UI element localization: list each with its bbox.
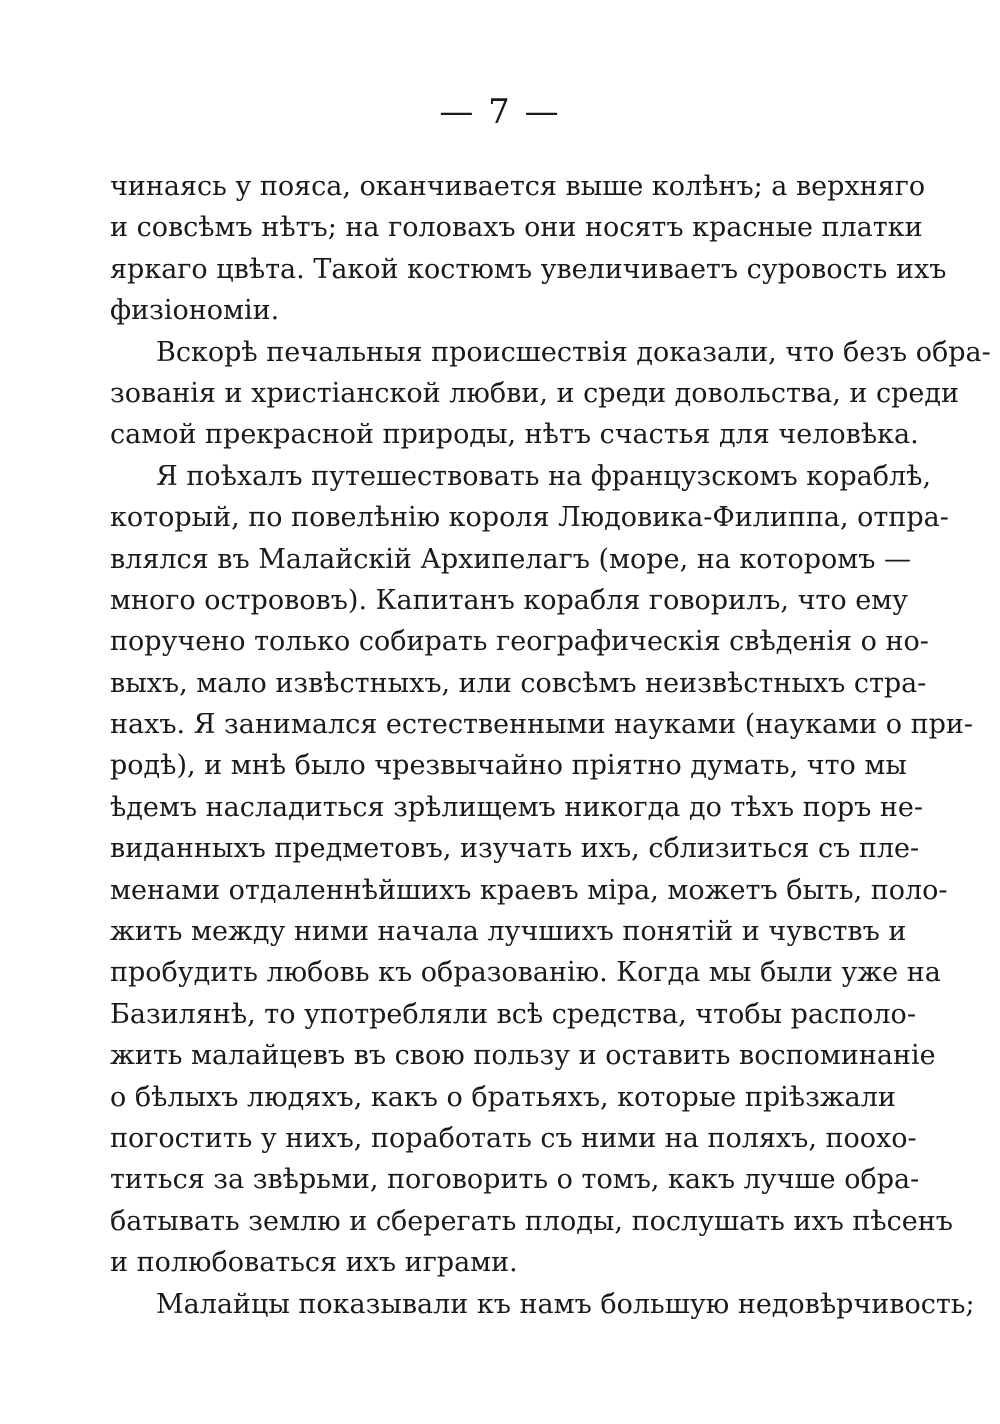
text-line: батывать землю и сберегать плоды, послушать ихъ пѣсенъ bbox=[110, 1205, 953, 1237]
text-line: и совсѣмъ нѣтъ; на головахъ они носятъ красные платки bbox=[110, 212, 923, 244]
text-line: титься за звѣрьми, поговорить о томъ, какъ лучше обра- bbox=[110, 1164, 920, 1196]
body-text bbox=[110, 166, 991, 1325]
text-line: много острововъ). Капитанъ корабля говорилъ, что ему bbox=[110, 584, 909, 616]
text-line: поручено только собирать географическія свѣденія о но- bbox=[110, 626, 929, 658]
text-line: пробудить любовь къ образованію. Когда мы были уже на bbox=[110, 957, 941, 989]
text-line: виданныхъ предметовъ, изучать ихъ, сблизиться съ пле- bbox=[110, 833, 920, 865]
text-line: Малайцы показывали къ намъ большую недовѣрчивость; bbox=[156, 1288, 975, 1320]
text-line: физіономіи. bbox=[110, 295, 280, 327]
text-line: выхъ, мало извѣстныхъ, или совсѣмъ неизвѣстныхъ стра- bbox=[110, 667, 927, 699]
page-number: — 7 — bbox=[439, 92, 561, 132]
text-line: родѣ), и мнѣ было чрезвычайно пріятно думать, что мы bbox=[110, 750, 907, 782]
text-line: и полюбоваться ихъ играми. bbox=[110, 1247, 518, 1279]
text-line: который, по повелѣнію короля Людовика-Филиппа, отпра- bbox=[110, 502, 949, 534]
text-line: менами отдаленнѣйшихъ краевъ міра, можетъ быть, поло- bbox=[110, 874, 948, 906]
text-line: яркаго цвѣта. Такой костюмъ увеличиваетъ суровость ихъ bbox=[110, 253, 947, 285]
text-line: Я поѣхалъ путешествовать на французскомъ кораблѣ, bbox=[156, 460, 932, 492]
text-line: зованія и христіанской любви, и среди довольства, и среди bbox=[110, 377, 959, 409]
text-line: Базилянѣ, то употребляли всѣ средства, чтобы располо- bbox=[110, 998, 916, 1030]
text-line: погостить у нихъ, поработать съ ними на поляхъ, пооxо- bbox=[110, 1122, 917, 1154]
text-line: самой прекрасной природы, нѣтъ счастья для человѣка. bbox=[110, 419, 919, 451]
text-line: нахъ. Я занимался естественными науками (науками о при- bbox=[110, 709, 973, 741]
text-line: жить между ними начала лучшихъ понятій и чувствъ и bbox=[110, 916, 907, 948]
text-line: Вскорѣ печальныя происшествія доказали, что безъ обра- bbox=[156, 336, 991, 368]
text-line: чинаясь у пояса, оканчивается выше колѣнъ; а верхняго bbox=[110, 171, 926, 202]
text-line: о бѣлыхъ людяхъ, какъ о братьяхъ, которые пріѣзжали bbox=[110, 1081, 896, 1113]
text-line: жить малайцевъ въ свою пользу и оставить воспоминаніе bbox=[110, 1040, 936, 1072]
text-line: ѣдемъ насладиться зрѣлищемъ никогда до тѣхъ поръ не- bbox=[110, 791, 924, 823]
text-line: влялся въ Малайскій Архипелагъ (море, на которомъ — bbox=[110, 543, 912, 575]
